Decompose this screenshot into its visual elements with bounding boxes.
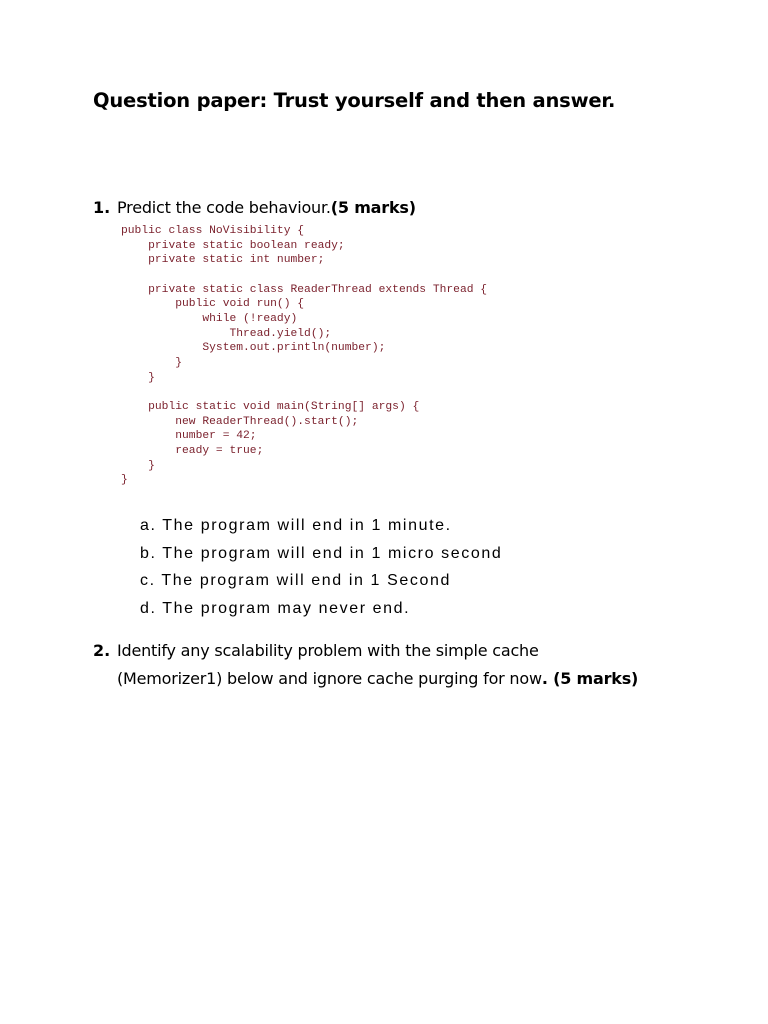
code-line: public class NoVisibility { (121, 225, 305, 237)
question-2-prompt-end: (Memorizer1) below and ignore cache purging for now (117, 669, 542, 688)
code-line: private static boolean ready; (121, 239, 345, 252)
code-line: private static int number; (121, 254, 325, 267)
question-1-text (117, 198, 416, 217)
code-line: public void run() { (121, 298, 305, 311)
code-line: System.out.println(number); (121, 342, 386, 355)
question-2-number: 2. (93, 641, 111, 660)
option-b: b. The program will end in 1 micro second (140, 544, 503, 562)
code-line: } (121, 356, 183, 369)
option-a: a. The program will end in 1 minute. (140, 517, 452, 534)
code-line: while (!ready) (121, 312, 298, 325)
question-2-text-line2 (117, 669, 638, 688)
code-line: } (121, 459, 155, 472)
question-1-prompt: Predict the code behaviour. (117, 198, 331, 217)
code-line: } (121, 371, 155, 384)
code-line: } (121, 474, 128, 487)
question-1-marks: (5 marks) (330, 198, 416, 217)
code-line: new ReaderThread().start(); (121, 415, 359, 428)
question-2-marks: . (5 marks) (541, 669, 639, 688)
option-d: d. The program may never end. (140, 600, 411, 618)
question-1-number: 1. (93, 198, 111, 217)
option-c: c. The program will end in 1 Second (140, 572, 451, 590)
code-line: ready = true; (121, 444, 264, 457)
code-snippet (121, 224, 487, 488)
question-1-options (140, 512, 502, 623)
page-title: Question paper: Trust yourself and then answer. (93, 89, 616, 112)
code-line: number = 42; (121, 430, 257, 443)
code-line: public static void main(String[] args) { (121, 400, 420, 413)
question-2-text-line1: Identify any scalability problem with the simple cache (117, 641, 539, 660)
code-line: Thread.yield(); (121, 327, 332, 340)
code-line: private static class ReaderThread extends Thread { (121, 283, 488, 296)
